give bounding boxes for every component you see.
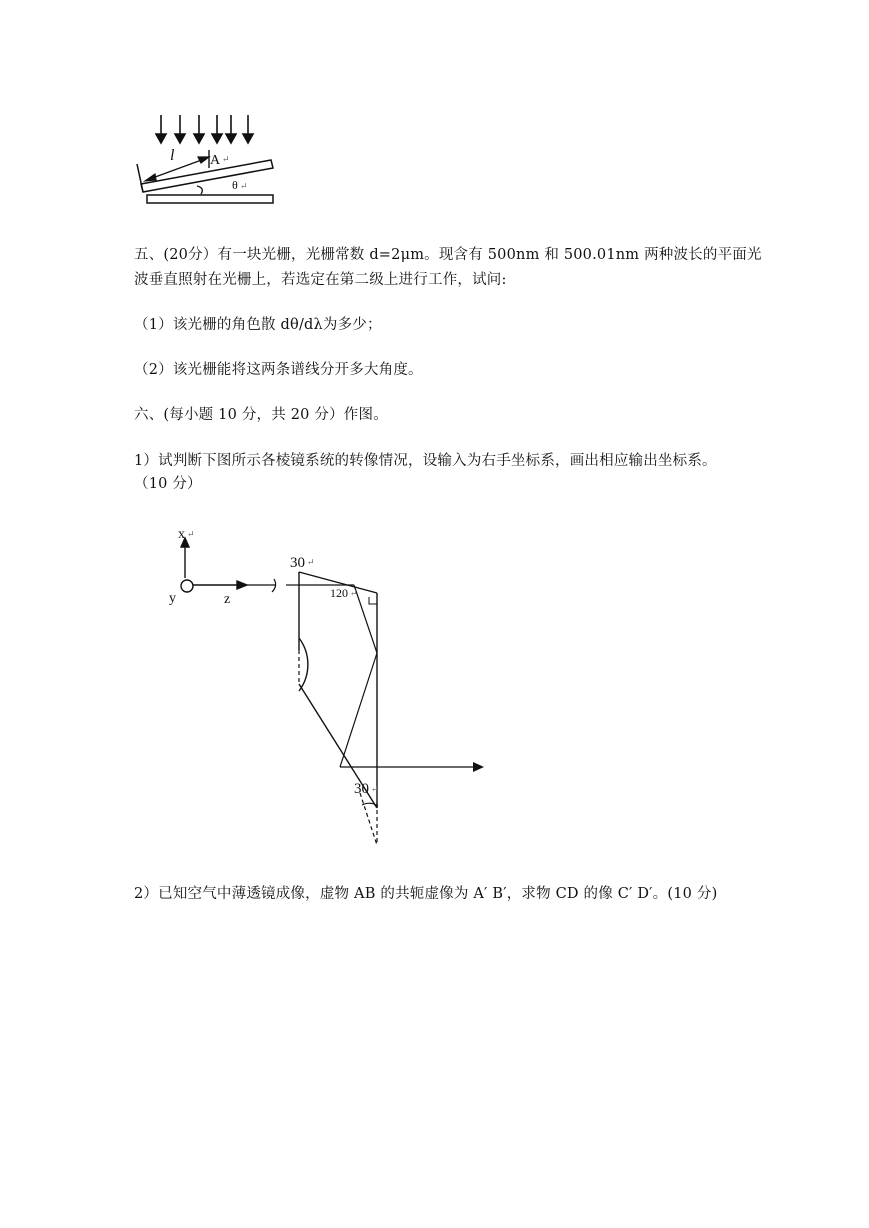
label-A: A xyxy=(210,153,221,168)
output-arrowhead xyxy=(473,762,484,772)
axis-y-label: y xyxy=(169,591,176,606)
angle-arc xyxy=(197,186,202,194)
return-mark: ↵ xyxy=(371,784,379,794)
return-mark: ↵ xyxy=(350,588,358,598)
return-mark: ↵ xyxy=(222,154,230,164)
q6-part1-line-1: 1）试判断下图所示各棱镜系统的转像情况，设输入为右手坐标系，画出相应输出坐标系。 xyxy=(134,453,717,469)
right-angle-mark xyxy=(369,597,377,604)
ray-path xyxy=(299,585,477,767)
axis-z-label: z xyxy=(224,592,231,607)
label-theta: θ xyxy=(232,178,238,192)
angle-label-bottom: 30 xyxy=(354,781,369,797)
axis-x-label: x xyxy=(178,527,185,542)
prism-figure xyxy=(160,518,490,853)
q5-sub-1: （1）该光栅的角色散 dθ/dλ为多少； xyxy=(134,317,382,333)
prism-dashed-edges xyxy=(299,650,377,845)
q6-part1-line-2: （10 分） xyxy=(134,476,202,492)
angle-label-mid: 120 xyxy=(330,586,348,600)
roof-semicircle xyxy=(299,638,308,691)
label-l: l xyxy=(170,147,175,164)
q5-sub-2: （2）该光栅能将这两条谱线分开多大角度。 xyxy=(134,362,423,378)
q5-line-2: 波垂直照射在光栅上，若选定在第二级上进行工作，试问: xyxy=(134,272,507,288)
wedge-figure xyxy=(125,112,285,212)
q5-line-1: 五、(20分）有一块光栅，光栅常数 d=2μm。现含有 500nm 和 500.01nm 两种波长的平面光 xyxy=(134,247,762,263)
q6-part2: 2）已知空气中薄透镜成像，虚物 AB 的共轭虚像为 A′ B′，求物 CD 的像 C′ D′。(10 分) xyxy=(134,886,718,902)
coordinate-system xyxy=(181,538,247,592)
angle-label-top: 30 xyxy=(290,555,305,571)
incident-arrows xyxy=(156,115,253,143)
return-mark: ↵ xyxy=(307,557,315,567)
base-plate xyxy=(147,195,273,203)
return-mark: ↵ xyxy=(187,529,195,539)
q6-heading: 六、(每小题 10 分，共 20 分）作图。 xyxy=(134,407,388,423)
return-mark: ↵ xyxy=(240,181,248,191)
